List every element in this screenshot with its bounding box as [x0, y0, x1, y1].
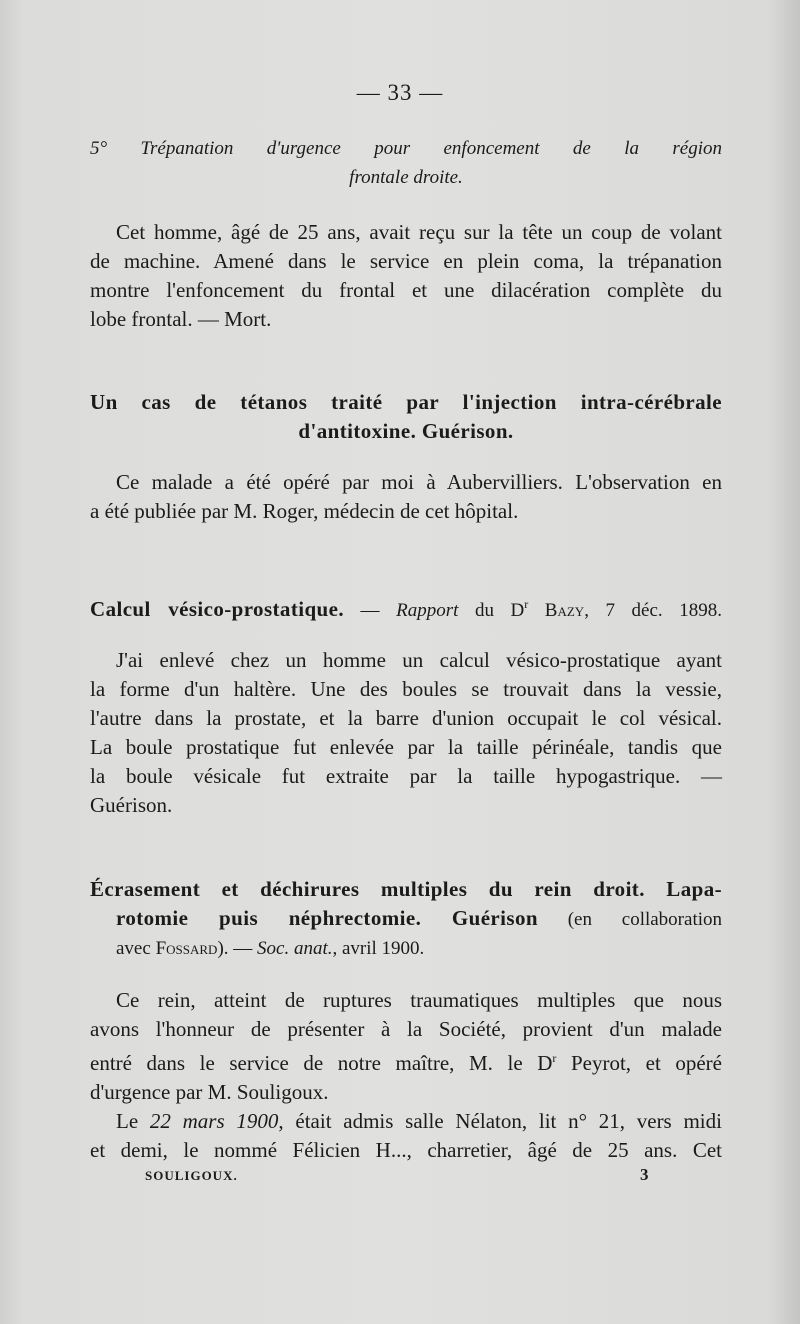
- paragraph-tetanos: [90, 468, 722, 526]
- text-line: [90, 1044, 722, 1078]
- title-sup: r: [524, 597, 529, 611]
- text-line: la boule vésicale fut extraite par la taille hypogastrique. —: [90, 764, 722, 788]
- text-line: lobe frontal. — Mort.: [90, 307, 272, 331]
- title-mid: ). —: [217, 938, 258, 959]
- text-line: Ce malade a été opéré par moi à Aubervilliers. L'observation en: [116, 470, 722, 494]
- text-line: Guérison.: [90, 793, 173, 817]
- text-line: Ce rein, atteint de ruptures traumatiques multiples que nous: [116, 988, 722, 1012]
- title-bold: rotomie puis néphrectomie. Guérison: [116, 906, 538, 930]
- section-title-cont: [90, 934, 722, 963]
- page-number: — 33 —: [356, 80, 444, 105]
- paragraph-calcul: [90, 646, 722, 820]
- title-avec: avec: [116, 938, 156, 959]
- text-part: entré dans le service de notre maître, M. le D: [90, 1051, 553, 1075]
- title-date: , 7 déc. 1898.: [584, 600, 722, 621]
- text-sup: r: [552, 1051, 557, 1065]
- section-title-cont: frontale droite.: [349, 167, 463, 188]
- section-title-cont: [90, 904, 722, 934]
- text-part: Le: [116, 1109, 150, 1133]
- text-line: a été publiée par M. Roger, médecin de cet hôpital.: [90, 499, 519, 523]
- title-dash: —: [343, 600, 397, 621]
- text-line: Cet homme, âgé de 25 ans, avait reçu sur la tête un coup de volant: [116, 220, 722, 244]
- text-line: la forme d'un haltère. Une des boules se trouvait dans la vessie,: [90, 677, 722, 701]
- text-line: avons l'honneur de présenter à la Société, provient d'un malade: [90, 1017, 722, 1041]
- section-title: [90, 590, 722, 625]
- text-line: La boule prostatique fut enlevée par la taille périnéale, tandis que: [90, 735, 722, 759]
- section-title-cont: d'antitoxine. Guérison.: [298, 419, 514, 443]
- section-title: Un cas de tétanos traité par l'injection intra-cérébrale: [90, 390, 722, 414]
- text-date: 22 mars 1900: [149, 1109, 279, 1133]
- text-line: d'urgence par M. Souligoux.: [90, 1080, 329, 1104]
- section-tetanos: [90, 388, 722, 446]
- section-title: Écrasement et déchirures multiples du rein droit. Lapa-: [90, 877, 722, 901]
- signature-mark: 3: [640, 1165, 649, 1184]
- section-title: 5° Trépanation d'urgence pour enfoncement de la région: [90, 138, 722, 159]
- paragraph-ecrasement: [90, 986, 722, 1165]
- title-bold: Calcul vésico-prostatique.: [90, 597, 344, 621]
- running-footer-author: SOULIGOUX.: [145, 1168, 238, 1183]
- text-line: l'autre dans la prostate, et la barre d'union occupait le col vésical.: [90, 706, 722, 730]
- section-trepanation: [90, 134, 722, 192]
- title-name: Bazy: [528, 600, 585, 621]
- section-ecrasement: [90, 875, 722, 963]
- text-line: montre l'enfoncement du frontal et une dilacération complète du: [90, 278, 722, 302]
- text-part: , était admis salle Nélaton, lit n° 21, vers midi: [278, 1109, 722, 1133]
- title-rapport: Rapport: [396, 600, 459, 621]
- text-line: de machine. Amené dans le service en plein coma, la trépanation: [90, 249, 722, 273]
- text-part: Peyrot, et opéré: [556, 1051, 722, 1075]
- section-calcul: [90, 590, 722, 625]
- text-line: [90, 1107, 722, 1136]
- title-du: du D: [458, 600, 525, 621]
- text-line: et demi, le nommé Félicien H..., charretier, âgé de 25 ans. Cet: [90, 1138, 722, 1162]
- title-date: , avril 1900.: [332, 938, 425, 959]
- text-line: J'ai enlevé chez un homme un calcul vésico-prostatique ayant: [116, 648, 722, 672]
- title-journal: Soc. anat.: [257, 938, 333, 959]
- title-rest: (en collaboration: [537, 909, 722, 930]
- title-collab-name: Fossard: [155, 938, 218, 959]
- paragraph-trepanation: [90, 218, 722, 334]
